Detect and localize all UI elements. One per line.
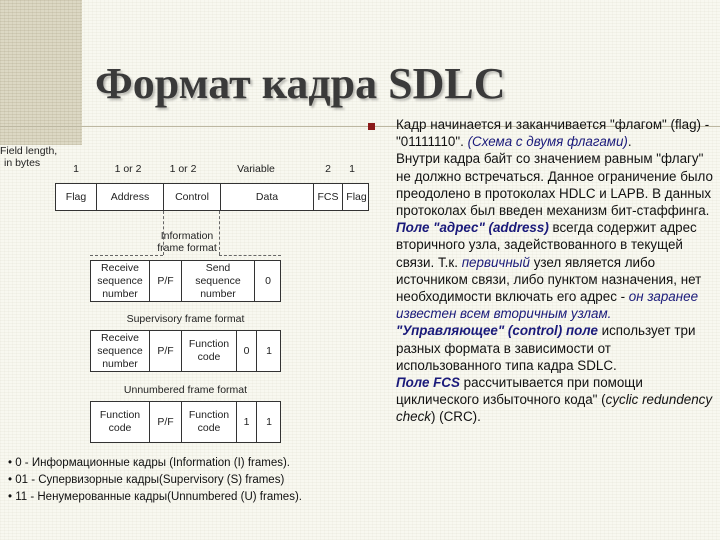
info-bit0: 0: [265, 274, 271, 287]
unn-function-code-2: Function code: [188, 409, 230, 434]
info-receive-seq: Receive sequence number: [97, 261, 143, 300]
text-run: узел является либо источником связи, либо пунктом назначения, нет необходимости включать его адрес -: [396, 254, 702, 305]
sup-receive-seq: Receive sequence number: [97, 331, 143, 370]
paragraph-control: [396, 322, 714, 374]
length-flag-end: 1: [349, 163, 355, 175]
length-control: 1 or 2: [169, 163, 197, 175]
field-address: Address: [110, 190, 150, 203]
field-length-label-line1: Field length,: [0, 145, 58, 157]
connector-left-h: [90, 255, 163, 256]
text-run: рассчитывается при помощи циклического избыточного кода" (: [396, 375, 643, 408]
paragraph-address: [396, 219, 714, 322]
sdlc-frame-diagram: [0, 143, 370, 443]
field-flag: Flag: [65, 190, 87, 203]
text-run: Кадр начинается и заканчивается: [396, 117, 607, 132]
length-address: 1 or 2: [114, 163, 142, 175]
unnumbered-title: Unnumbered frame format: [123, 384, 248, 396]
unn-pf: P/F: [157, 415, 174, 428]
paragraph-fcs: [396, 374, 714, 426]
length-flag: 1: [73, 163, 79, 175]
text-run: "Управляющее" (control) поле: [396, 323, 598, 339]
info-title-line2: frame format: [157, 242, 217, 254]
text-run: всегда содержит адрес вторичного узла, задействованного в текущей связи. Т.к.: [396, 220, 697, 270]
frame-type-list: [8, 455, 370, 506]
info-title-line1: Information: [160, 230, 214, 242]
frame-box: [55, 183, 369, 211]
paragraph-flag: [396, 116, 714, 150]
list-item: • 11 - Ненумерованные кадры(Unnumbered (U) frames).: [8, 491, 302, 503]
text-run: использует три разных формата в зависимости от использованного типа кадра SDLC.: [396, 323, 696, 373]
list-item: • 01 - Супервизорные кадры(Supervisory (S) frames): [8, 474, 285, 486]
slide-title: Формат кадра SDLC: [95, 59, 506, 108]
text-run: ) (CRC).: [430, 409, 481, 425]
square-bullet-icon: [368, 123, 375, 130]
text-run: Поле FCS: [396, 375, 460, 391]
connector-right-h: [219, 255, 281, 256]
text-run: "флагом" (flag) - "01111110".: [396, 117, 710, 150]
field-fcs: FCS: [317, 190, 339, 203]
text-run: cyclic redundency check: [396, 392, 713, 425]
field-length-label-line2: in bytes: [4, 157, 41, 169]
unnumbered-frame-box: [90, 401, 281, 443]
sup-bit0: 0: [243, 344, 250, 357]
length-fcs: 2: [325, 163, 331, 175]
unn-bit1a: 1: [243, 415, 250, 428]
unn-function-code-1: Function code: [99, 409, 141, 434]
text-run: Поле "адрес" (address): [396, 220, 549, 236]
decorative-band: [0, 0, 82, 145]
sup-bit1: 1: [266, 344, 272, 357]
info-pf: P/F: [157, 274, 174, 287]
supervisory-title: Supervisory frame format: [126, 313, 245, 325]
description-text: [396, 116, 714, 426]
unn-bit1b: 1: [266, 415, 272, 428]
field-data: Data: [255, 190, 279, 203]
field-flag-end: Flag: [346, 190, 367, 203]
field-control: Control: [175, 190, 209, 203]
info-send-seq: Send sequence number: [195, 261, 241, 300]
list-item: • 0 - Информационные кадры (Information (I) frames).: [8, 457, 290, 469]
text-run: .: [627, 134, 632, 150]
supervisory-frame-box: [90, 330, 281, 372]
length-data: Variable: [237, 163, 275, 175]
sup-pf: P/F: [157, 344, 174, 357]
paragraph-bit-stuffing: Внутри кадра байт со значением равным "флагу" не должно встречаться. Данное ограничение было преодолено в протоколах HDLC и LAPB. В данных протоколах был введен механизм бит-стаффинга.: [396, 151, 713, 219]
text-run: первичный: [461, 254, 530, 270]
info-frame-box: [90, 260, 281, 302]
text-run: он заранее известен всем вторичным узлам.: [396, 289, 699, 322]
sup-function-code: Function code: [188, 338, 230, 363]
text-run: (Схема с двумя флагами): [467, 134, 628, 150]
